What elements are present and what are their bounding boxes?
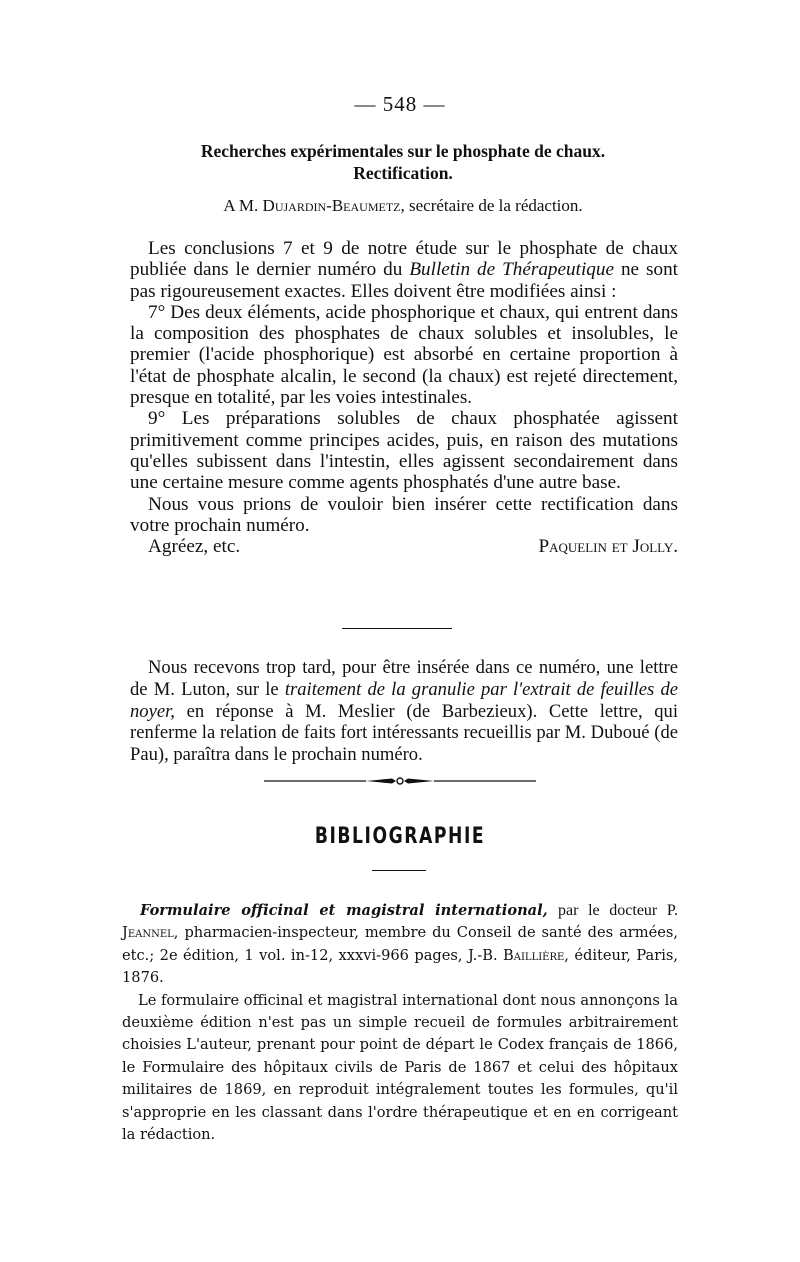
letter-paragraph-3: 9° Les préparations solubles de chaux phosphatée agissent primitivement comme principes acides, puis, en raison des mutations qu'elles subissent dans l'intestin, elles agissent secondairement dans une certaine mesure comme agents phosphatés d'une autre base. [130,408,678,494]
article-title-line1: Recherches expérimentales sur le phosphate de chaux. [200,141,606,161]
bibliography-heading: BIBLIOGRAPHIE [314,824,486,849]
bibliography-entry [122,900,678,990]
book-title: Formulaire officinal et magistral international, [140,902,548,919]
notice-italic-title: traitement de la granulie par l'extrait de feuilles de noyer, [130,678,679,722]
notice-paragraph [130,657,678,766]
letter-paragraph-1 [130,238,678,302]
article-title [128,140,678,184]
salutation-prefix: A M. [223,196,259,215]
salutation-name: Dujardin-Beaumetz, [262,196,405,215]
notice-text-b: en réponse à M. Meslier (de Barbezieux). Cette lettre, qui renferme la relation de faits fort intéressants recueillis par M. Duboué (de Pau), paraîtra dans le prochain numéro. [130,700,678,766]
letter-paragraph-2: 7° Des deux éléments, acide phosphorique et chaux, qui entrent dans la composition des phosphates de chaux solubles et insolubles, le premier (l'acide phosphorique) est absorbé en certaine proportion à l'état de phosphate alcalin, le second (la chaux) est rejeté directement, presque en totalité, par les voies intestinales. [130,301,678,409]
salutation-suffix: secrétaire de la rédaction. [408,196,583,215]
section-divider [342,628,452,629]
ornamental-divider [264,776,536,786]
para1-text-a: Les conclusions 7 et 9 de notre étude sur le phosphate de chaux publiée dans le dernier numéro du [130,238,678,281]
bibliography-section [122,900,678,1146]
editorial-notice [130,657,678,766]
letter-closing-line [130,536,678,557]
article-title-line2: Rectification. [353,163,453,183]
letter-closing: Agréez, etc. [148,536,241,558]
publisher-name: Baillière, [503,946,569,964]
page-number: — 548 — [354,92,446,116]
heading-underline [372,870,426,871]
letter-body [130,238,678,557]
para1-text-b: ne sont pas rigoureusement exactes. Elles doivent être modifiées ainsi : [130,259,678,302]
publisher-place: éditeur, Paris, 1876. [122,946,678,987]
letter-salutation [128,196,678,216]
journal-name: Bulletin de Thérapeutique [409,259,614,281]
book-details: pharmacien-inspecteur, membre du Conseil de santé des armées, etc.; 2e édition, 1 vol. in-12, xxxvi-966 pages, J.-B. [122,924,679,964]
author-name: Jeannel, [122,924,179,942]
author-prefix: par le docteur P. [558,902,679,919]
notice-text-a: Nous recevons trop tard, pour être insérée dans ce numéro, une lettre de M. Luton, sur le [130,657,678,700]
letter-signature: Paquelin et Jolly. [538,536,678,558]
bibliography-review: Le formulaire officinal et magistral international dont nous annonçons la deuxième édition n'est pas un simple recueil de formules arbitrairement choisies L'auteur, prenant pour point de départ le Codex français de 1866, le Formulaire des hôpitaux civils de Paris de 1867 et celui des hôpitaux militaires de 1869, en reproduit intégralement toutes les formules, qu'il s'approprie en les classant dans l'ordre thérapeutique et en en corrigeant la rédaction. [122,991,678,1144]
letter-paragraph-4: Nous vous prions de vouloir bien insérer cette rectification dans votre prochain numéro. [130,493,678,536]
